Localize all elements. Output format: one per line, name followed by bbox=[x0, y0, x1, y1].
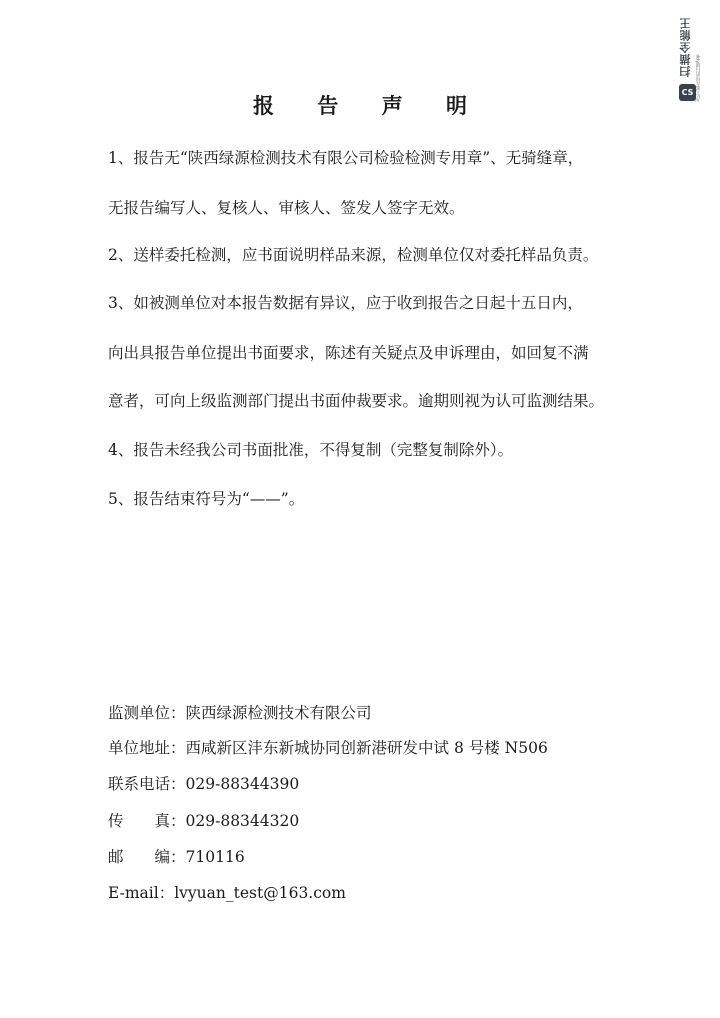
contact-fax-value: 029-88344320 bbox=[185, 812, 300, 830]
watermark-name: 扫描全能王 bbox=[679, 17, 692, 77]
clause-2: 2、送样委托检测，应书面说明样品来源，检测单位仅对委托样品负责。 bbox=[108, 246, 599, 264]
contact-email bbox=[108, 882, 346, 904]
contact-unit-label: 监测单位： bbox=[108, 704, 186, 722]
contact-address bbox=[108, 737, 548, 759]
clause-1-line-2: 无报告编写人、复核人、审核人、签发人签字无效。 bbox=[108, 199, 465, 217]
watermark-tagline: 3亿人都在用的扫描App bbox=[696, 54, 701, 102]
clause-3-line-2: 向出具报告单位提出书面要求，陈述有关疑点及申诉理由，如回复不满 bbox=[108, 344, 589, 362]
contact-fax bbox=[108, 810, 299, 832]
contact-address-value: 西咸新区沣东新城协同创新港研发中试 8 号楼 N506 bbox=[185, 739, 548, 757]
clause-3-line-1: 3、如被测单位对本报告数据有异议，应于收到报告之日起十五日内， bbox=[108, 294, 583, 312]
contact-postcode-label: 邮 编： bbox=[108, 848, 186, 866]
contact-address-label: 单位地址： bbox=[108, 739, 186, 757]
contact-postcode bbox=[108, 846, 245, 868]
contact-unit-value: 陕西绿源检测技术有限公司 bbox=[185, 704, 372, 722]
contact-phone bbox=[108, 773, 299, 795]
contact-postcode-value: 710116 bbox=[185, 848, 245, 866]
contact-fax-label: 传 真： bbox=[108, 812, 186, 830]
contact-unit bbox=[108, 702, 372, 724]
contact-phone-value: 029-88344390 bbox=[185, 775, 300, 793]
clause-5: 5、报告结束符号为“——”。 bbox=[108, 490, 305, 508]
page-title: 报 告 声 明 bbox=[253, 93, 485, 118]
contact-email-value: lvyuan_test@163.com bbox=[174, 884, 346, 902]
contact-email-label: E-mail： bbox=[108, 884, 175, 902]
contact-phone-label: 联系电话： bbox=[108, 775, 186, 793]
clause-4: 4、报告未经我公司书面批准，不得复制（完整复制除外）。 bbox=[108, 441, 514, 459]
clause-1-line-1: 1、报告无“陕西绿源检测技术有限公司检验检测专用章”、无骑缝章， bbox=[108, 149, 584, 167]
watermark-logo-icon: CS bbox=[679, 84, 696, 101]
clause-3-line-3: 意者，可向上级监测部门提出书面仲裁要求。逾期则视为认可监测结果。 bbox=[108, 392, 605, 410]
